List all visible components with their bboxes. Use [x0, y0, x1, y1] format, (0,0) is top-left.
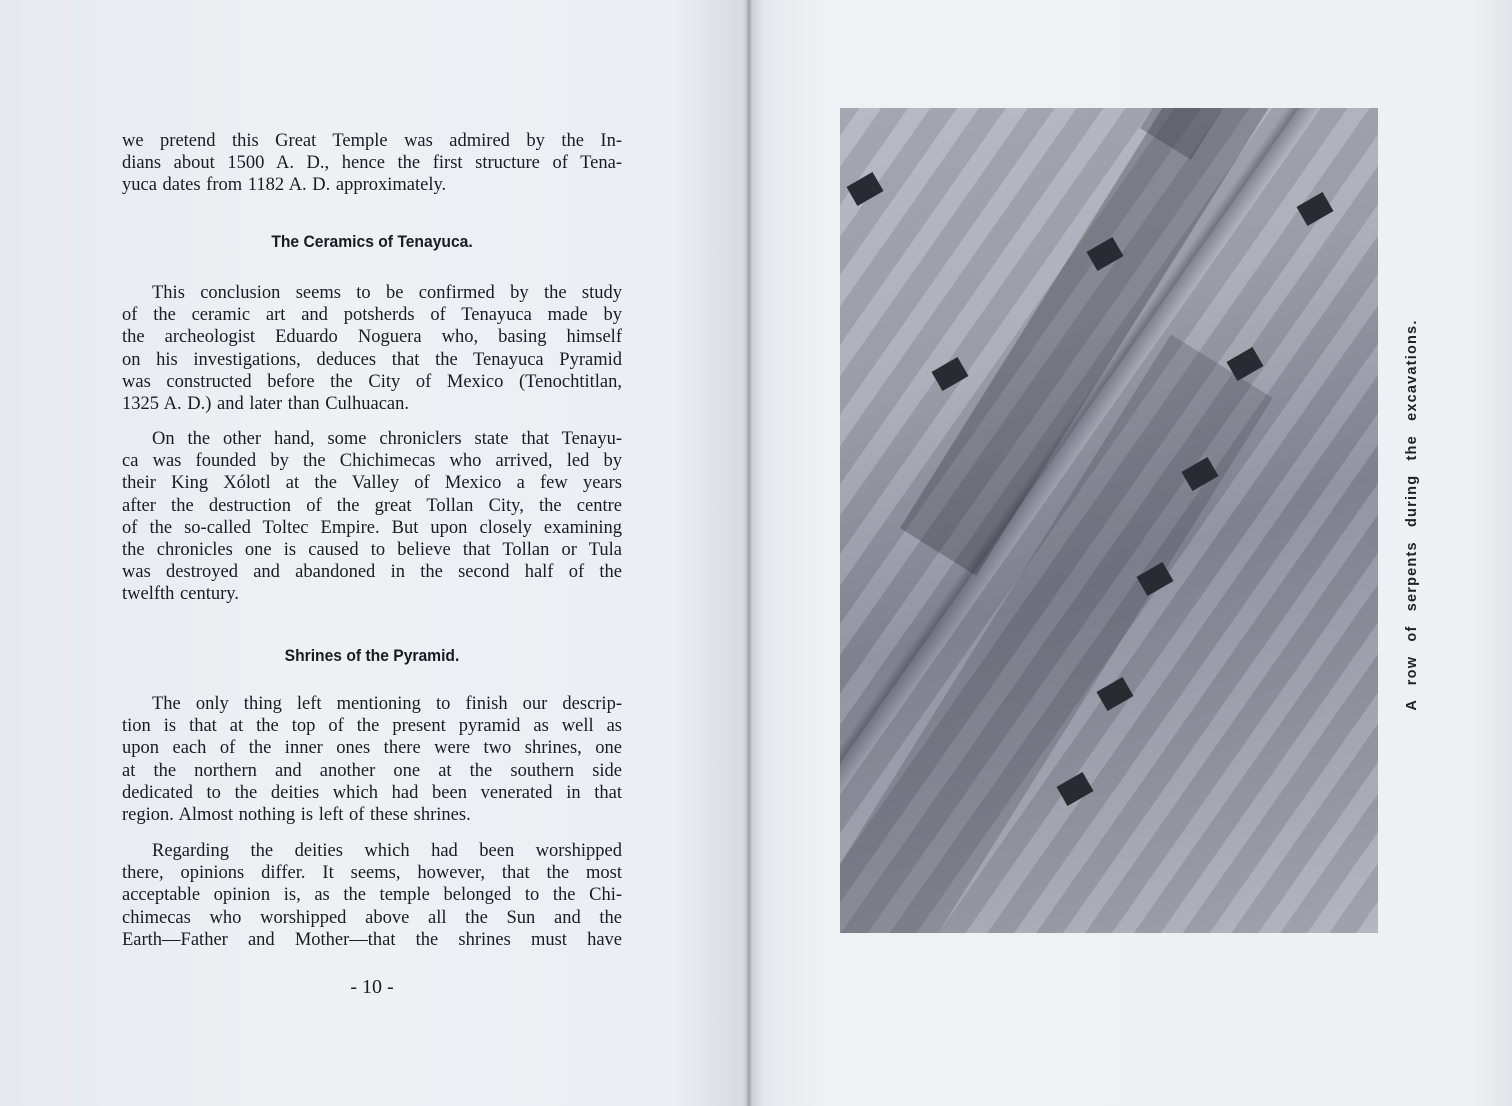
text-line: after the destruction of the great Tollan City, the centre — [122, 495, 622, 516]
text-line: 1325 A. D.) and later than Culhuacan. — [122, 393, 410, 414]
section-heading: The Ceramics of Tenayuca. — [271, 232, 473, 251]
book-gutter — [746, 0, 752, 1106]
text-line: Regarding the deities which had been worshipped — [152, 841, 622, 861]
text-line: of the ceramic art and potsherds of Tenayuca made by — [122, 305, 622, 326]
text-line: we pretend this Great Temple was admired by the In- — [122, 131, 622, 151]
paragraph — [122, 428, 622, 606]
text-line: dians about 1500 A. D., hence the first structure of Tena- — [122, 153, 622, 174]
excavation-photo — [840, 108, 1378, 933]
section-heading: Shrines of the Pyramid. — [284, 646, 460, 665]
text-line: of the so-called Toltec Empire. But upon closely examining — [122, 517, 622, 538]
page-number: - 10 - — [350, 976, 394, 998]
text-line: This conclusion seems to be confirmed by the study — [152, 283, 622, 303]
text-line: region. Almost nothing is left of these shrines. — [122, 804, 471, 825]
text-line: The only thing left mentioning to finish our descrip- — [152, 694, 622, 714]
paragraph — [122, 840, 622, 951]
paragraph — [122, 130, 622, 197]
text-line: twelfth century. — [122, 584, 239, 605]
text-line: at the northern and another one at the southern side — [122, 760, 622, 781]
text-line: yuca dates from 1182 A. D. approximately. — [122, 175, 447, 196]
text-line: was destroyed and abandoned in the second half of the — [122, 562, 622, 583]
text-line: the archeologist Eduardo Noguera who, basing himself — [122, 327, 622, 348]
text-line: there, opinions differ. It seems, however, that the most — [122, 863, 622, 884]
text-line: tion is that at the top of the present pyramid as well as — [122, 716, 622, 737]
text-line: chimecas who worshipped above all the Sun and the — [122, 907, 622, 928]
paragraph — [122, 693, 622, 826]
text-line: upon each of the inner ones there were two shrines, one — [122, 738, 622, 759]
text-line: acceptable opinion is, as the temple belonged to the Chi- — [122, 885, 622, 906]
text-line: was constructed before the City of Mexico (Tenochtitlan, — [122, 371, 622, 392]
text-line: ca was founded by the Chichimecas who arrived, led by — [122, 451, 622, 472]
text-line: dedicated to the deities which had been venerated in that — [122, 782, 622, 803]
text-line: the chronicles one is caused to believe that Tollan or Tula — [122, 539, 622, 560]
paragraph — [122, 282, 622, 415]
text-line: on his investigations, deduces that the Tenayuca Pyramid — [122, 349, 622, 370]
text-line: Earth—Father and Mother—that the shrines must have — [122, 929, 622, 950]
photo-caption: A row of serpents during the excavations. — [1404, 319, 1420, 711]
text-line: On the other hand, some chroniclers state that Tenayu- — [152, 429, 622, 449]
text-line: their King Xólotl at the Valley of Mexico a few years — [122, 473, 622, 494]
